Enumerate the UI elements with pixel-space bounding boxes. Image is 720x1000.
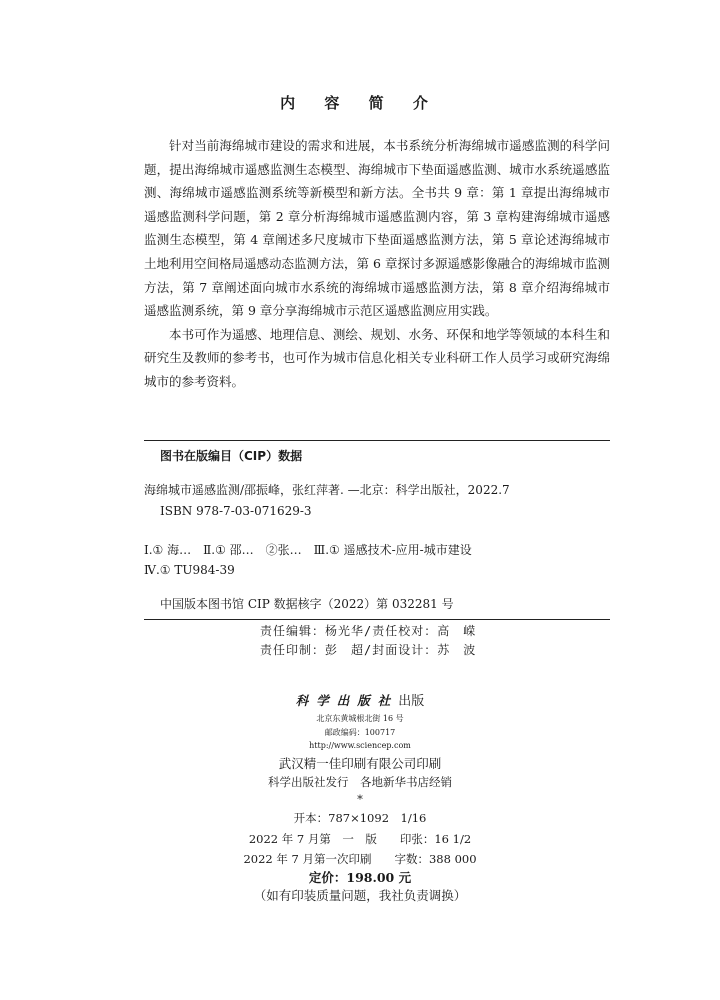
cip-classification-1: Ⅰ.① 海… Ⅱ.① 邵… ②张… Ⅲ.① 遥感技术-应用-城市建设 [144, 543, 472, 557]
page-title: 内 容 简 介 [280, 94, 440, 112]
cip-isbn: ISBN 978-7-03-071629-3 [160, 504, 312, 518]
publisher-postcode: 邮政编码：100717 [324, 728, 396, 737]
cip-classification-2: Ⅳ.① TU984-39 [144, 563, 235, 577]
cip-approval-number: 中国版本图书馆 CIP 数据核字（2022）第 032281 号 [160, 597, 454, 611]
price-line: 定价：198.00 元 [308, 870, 412, 885]
printing-line: 2022 年 7 月第一次印刷 字数：388 000 [243, 852, 477, 866]
book-introduction [144, 134, 610, 394]
publisher-address: 北京东黄城根北街 16 号 [316, 714, 404, 723]
publisher-url: http://www.sciencep.com [309, 741, 411, 750]
separator-asterisk: * [357, 792, 363, 806]
cip-heading: 图书在版编目（CIP）数据 [160, 449, 303, 463]
intro-paragraph-2: 本书可作为遥感、地理信息、测绘、规划、水务、环保和地学等领域的本科生和研究生及教师的参考书，也可作为城市信息化相关专业科研工作人员学习或研究海绵城市的参考资料。 [144, 326, 610, 389]
cip-data-block [144, 440, 610, 620]
format-line: 开本：787×1092 1/16 [293, 811, 427, 825]
intro-paragraph-1: 针对当前海绵城市建设的需求和进展，本书系统分析海绵城市遥感监测的科学问题，提出海绵城市遥感监测生态模型、海绵城市下垫面遥感监测、城市水系统遥感监测、海绵城市遥感监测系统等新模型和新方法。全书共 9 章：第 1 章提出海绵城市遥感监测科学问题，第 2 章分析海绵城市遥感监测内容，第 3 章构建海绵城市遥感监测生态模型，第 4 章阐述多尺度城市下垫面遥感监测方法，第 5 章论述海绵城市土地利用空间格局遥感动态监测方法，第 6 章探讨多源遥感影像融合的海绵城市监测方法，第 7 章阐述面向城市水系统的海绵城市遥感监测方法，第 8 章介绍海绵城市遥感监测系统，第 9 章分享海绵城市示范区遥感监测应用实践。 [144, 138, 610, 319]
editor-credits: 责任编辑：杨光华/责任校对：高 嵘 [260, 624, 477, 638]
publisher-line [0, 690, 720, 709]
cip-citation: 海绵城市遥感监测/邵振峰，张红萍著. —北京：科学出版社，2022.7 [144, 483, 510, 497]
publisher-suffix: 出版 [398, 694, 425, 709]
distribution-line: 科学出版社发行 各地新华书店经销 [268, 775, 452, 789]
edition-line: 2022 年 7 月第 一 版 印张：16 1/2 [248, 832, 472, 846]
publisher-logo: 科学出版社 [295, 693, 399, 708]
quality-notice: （如有印装质量问题，我社负责调换） [253, 888, 467, 903]
production-credits: 责任印制：彭 超/封面设计：苏 波 [260, 643, 477, 657]
printer-line: 武汉精一佳印刷有限公司印刷 [278, 756, 442, 771]
